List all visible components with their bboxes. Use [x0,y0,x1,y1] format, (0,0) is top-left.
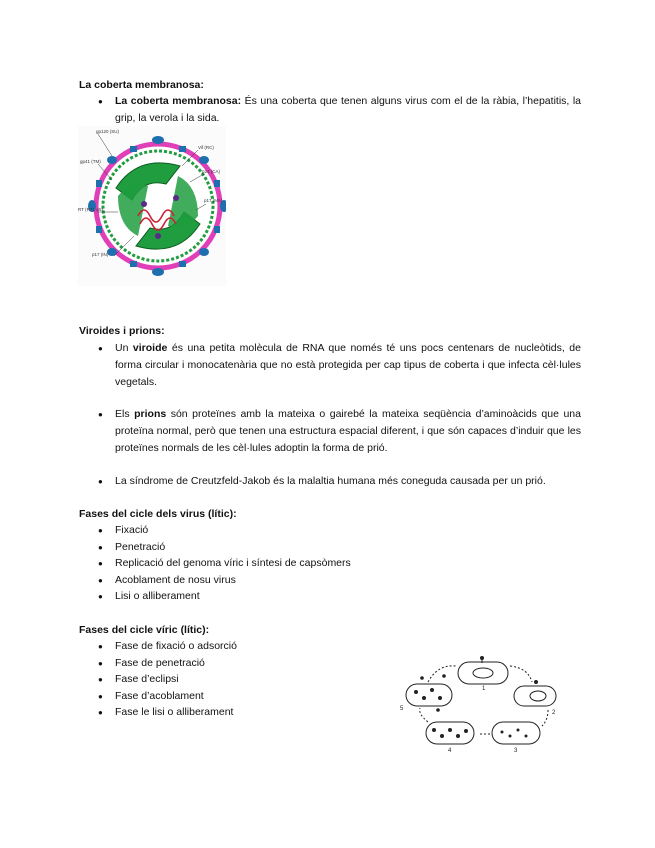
label-rt: RT (RT), p51 [78,207,105,212]
label-p17ma: p17 (MA) [204,198,223,203]
step-number-2: 2 [552,710,556,716]
label-p24: p24 (CA) [202,169,221,174]
list-item: ● Fase d’eclipsi [115,671,581,688]
bacterium-2 [514,686,556,706]
label-p17in: p17 (IN) [92,252,109,257]
list-item: ● Lisi o alliberament [115,588,581,605]
text-viroide-pre: Un [115,342,133,354]
heading-fases-virus: Fases del cicle dels virus (lític): [79,508,237,520]
list-item: ● Fase de penetració [115,655,581,672]
list-item: ● Acoblament de nosu virus [115,572,581,589]
bacterium-5 [406,684,452,706]
bacterium-1 [458,662,508,684]
label-gp120: gp120 (SU) [96,129,120,134]
heading-viroides: Viroides i prions: [79,325,165,337]
bullet-viroide [115,340,581,391]
list-item: ● Fase d’acoblament [115,688,581,705]
text-prions: són proteïnes amb la mateixa o gairebé la mateixa seqüència d’aminoàcids que una proteïna normal, però que tenen una estructura espacial diferent, i que són capaces d’induir que les proteïnes normals de les cèl·lules adoptin la forma de prió. [115,408,581,454]
lytic-cycle-figure [398,652,564,754]
term-prions: prions [134,408,167,420]
list-item: ● Fase de fixació o adsorció [115,638,581,655]
bullet-prions [115,406,581,457]
text-prions-pre: Els [115,408,135,420]
list-item: ● Fase le lisi o alliberament [115,704,581,721]
text-viroide: és una petita molècula de RNA que només té uns pocs centenars de nucleòtids, de forma circular i monocatenària que no està protegida per cap tipus de coberta i que infecta cèl·lules vegetals. [115,342,581,388]
bullet-creutzfeld: ● La síndrome de Creutzfeld-Jakob és la malaltia humana més coneguda causada per un prió. [115,473,581,490]
step-number-3: 3 [514,748,518,754]
step-number-1: 1 [482,686,486,692]
heading-coberta: La coberta membranosa: [79,79,204,91]
list-item: ● Penetració [115,539,581,556]
term-viroide: viroide [132,342,168,354]
label-vif: Vif (RC) [198,145,214,150]
step-number-5: 5 [400,706,404,712]
text-coberta: És una coberta que tenen alguns virus com el de la ràbia, l’hepatitis, la grip, la verola i la sida. [115,95,582,124]
virus-structure-figure [78,126,226,286]
term-coberta: La coberta membranosa: [115,95,242,107]
list-item: ● Fixació [115,522,581,539]
bacterium-3 [492,722,540,744]
heading-fases-viric: Fases del cicle víric (lític): [79,624,210,636]
bacterium-4 [426,722,474,744]
list-item: ● Replicació del genoma víric i síntesi de capsòmers [115,555,581,572]
label-gp41: gp41 (TM) [80,159,101,164]
bullet-coberta [115,93,581,127]
step-number-4: 4 [448,748,452,754]
